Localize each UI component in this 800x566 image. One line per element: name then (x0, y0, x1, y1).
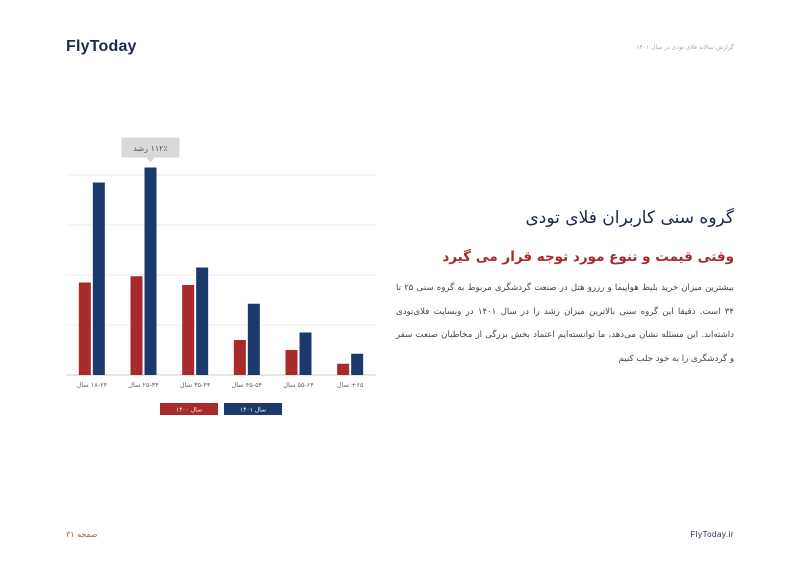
legend-label: سال ۱۴۰۰ (175, 406, 203, 414)
text-block (396, 205, 734, 371)
x-tick-label: ۴۵-۵۴ سال (231, 381, 263, 389)
page-number: صفحه ۳۱ (66, 530, 98, 539)
bar-series-a-3 (234, 340, 246, 375)
description-paragraph: بیشترین میزان خرید بلیط هواپیما و رزرو هتل در صنعت گردشگری مربوط به گروه سنی ۲۵ تا ۳۴ است. دقیقا این گروه سنی بالاترین میزان رشد را در سال ۱۴۰۱ در وبسایت فلای‌تودی داشته‌اند. این مسئله نشان می‌دهد، ما توانسته‌ایم اعتماد بخش بزرگی از مخاطبان صنعت سفر و گردشگری را به خود جلب کنیم (396, 283, 734, 364)
x-tick-label: ۵۵-۶۴ سال (283, 381, 314, 389)
bar-series-b-4 (300, 333, 312, 376)
footer-url: FlyToday.ir (690, 530, 734, 539)
report-title: گزارش سالانه فلای تودی در سال ۱۴۰۱ (636, 44, 734, 51)
annotation-pointer (147, 158, 155, 163)
bar-series-a-5 (337, 364, 349, 375)
flytoday-logo: FlyToday (66, 38, 137, 55)
bar-series-a-1 (131, 276, 143, 375)
x-tick-label: ۶۵+ سال (336, 381, 364, 389)
annotation-label: ۱۱۲٪ رشد (133, 144, 168, 153)
legend-label: سال ۱۴۰۱ (239, 406, 267, 414)
x-tick-label: ۳۵-۴۴ سال (179, 381, 211, 389)
bar-series-a-0 (79, 283, 91, 376)
x-tick-label: ۲۵-۳۴ سال (128, 381, 159, 389)
bar-series-a-4 (286, 350, 298, 375)
section-subheading: وقتی قیمت و تنوع مورد توجه قرار می گیرد (442, 249, 734, 265)
section-heading: گروه سنی کاربران فلای تودی (525, 208, 734, 228)
bar-series-a-2 (182, 285, 194, 375)
bar-series-b-2 (196, 268, 208, 376)
bar-series-b-3 (248, 304, 260, 375)
bar-series-b-5 (351, 354, 363, 375)
bar-series-b-1 (145, 168, 157, 376)
bar-series-b-0 (93, 183, 105, 376)
x-tick-label: ۱۸-۲۴ سال (76, 381, 108, 389)
